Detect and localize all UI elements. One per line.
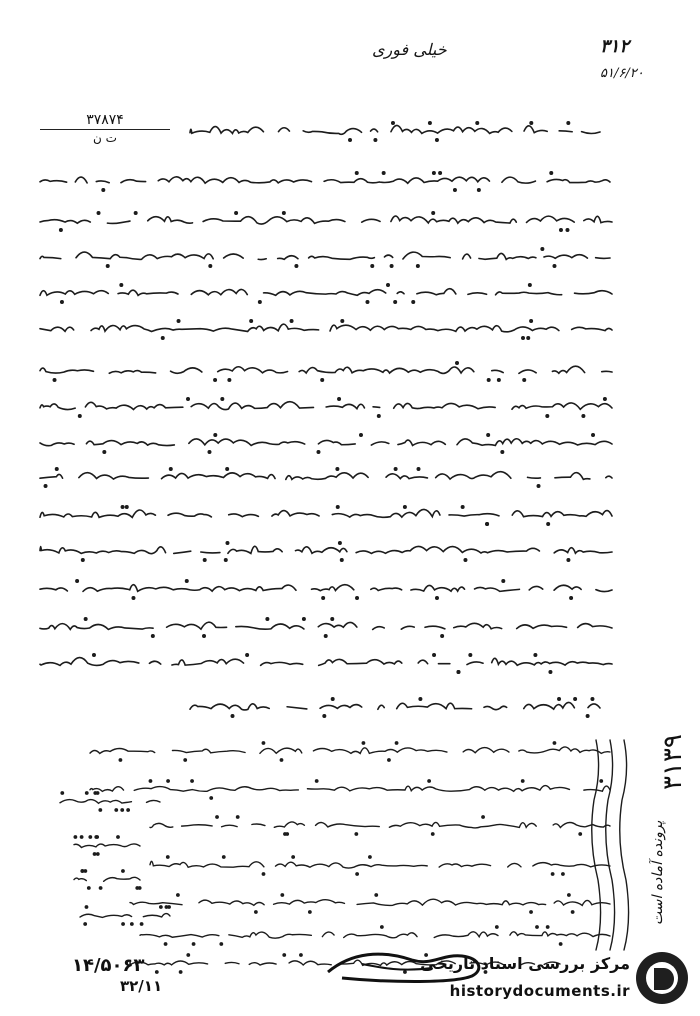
ink-dot — [156, 971, 158, 973]
urgency-title: خیلی فوری — [372, 40, 447, 59]
bottom-registry-number: ۱۴/۵۰۶۳ ۳۲/۱۱ — [72, 955, 163, 995]
ink-stroke — [80, 914, 170, 918]
ink-dot — [286, 833, 288, 835]
ink-stroke — [150, 861, 610, 868]
ink-dot — [96, 792, 98, 794]
ink-dot — [93, 853, 95, 855]
document-date: ۵۱/۶/۲۰ — [600, 66, 644, 81]
ink-dot — [84, 923, 86, 925]
ink-dot — [84, 870, 86, 872]
ink-stroke — [140, 932, 610, 938]
ink-stroke — [74, 877, 140, 881]
ink-dot — [262, 873, 264, 875]
ink-dot — [536, 926, 538, 928]
ink-dot — [177, 894, 179, 896]
ink-dot — [95, 836, 97, 838]
ink-dot — [553, 742, 555, 744]
watermark-site-text: historydocuments.ir — [449, 982, 630, 1000]
ink-dot — [482, 816, 484, 818]
archive-logo-icon — [636, 952, 688, 1004]
ink-dot — [149, 780, 151, 782]
document-number: ۳۱۲ — [600, 36, 630, 57]
ink-dot — [522, 780, 524, 782]
ink-dot — [164, 943, 166, 945]
ink-dot — [579, 833, 581, 835]
ink-dot — [85, 906, 87, 908]
ink-dot — [381, 926, 383, 928]
ink-stroke — [90, 786, 610, 792]
ink-dot — [237, 816, 239, 818]
ink-dot — [255, 911, 257, 913]
ink-dot — [61, 792, 63, 794]
ink-dot — [74, 836, 76, 838]
ink-dot — [571, 911, 573, 913]
ink-dot — [216, 816, 218, 818]
ink-dot — [292, 856, 294, 858]
ink-dot — [369, 856, 371, 858]
ink-dot — [187, 954, 189, 956]
ink-dot — [568, 894, 570, 896]
margin-note-stroke — [620, 740, 629, 950]
ink-dot — [309, 911, 311, 913]
ink-dot — [210, 797, 212, 799]
side-archive-number: ۳۱۳۹ — [658, 734, 688, 790]
ink-dot — [99, 887, 101, 889]
ink-dot — [167, 856, 169, 858]
ink-dot — [223, 856, 225, 858]
ink-dot — [115, 809, 117, 811]
side-handwritten-note: پرونده آماده است — [650, 820, 666, 925]
ink-dot — [375, 894, 377, 896]
ink-dot — [167, 780, 169, 782]
ink-dot — [121, 809, 123, 811]
ink-dot — [131, 923, 133, 925]
ink-dot — [122, 923, 124, 925]
ink-dot — [192, 943, 194, 945]
ink-dot — [600, 780, 602, 782]
ink-dot — [99, 809, 101, 811]
ink-dot — [179, 971, 181, 973]
ink-dot — [117, 836, 119, 838]
ink-dot — [88, 887, 90, 889]
ink-stroke — [150, 822, 610, 828]
ink-dot — [191, 780, 193, 782]
ink-stroke — [74, 844, 140, 848]
reference-numerator: ۳۷۸۷۴ — [40, 112, 170, 130]
ink-dot — [395, 742, 397, 744]
ink-stroke — [130, 899, 610, 905]
ink-dot — [97, 853, 99, 855]
ink-dot — [388, 759, 390, 761]
ink-dot — [127, 809, 129, 811]
ink-dot — [262, 742, 264, 744]
margin-note-stroke — [592, 740, 601, 950]
margin-note-stroke — [606, 740, 615, 950]
ink-dot — [562, 873, 564, 875]
ink-dot — [300, 954, 302, 956]
ink-dot — [280, 759, 282, 761]
ink-dot — [546, 926, 548, 928]
ink-dot — [140, 923, 142, 925]
ink-dot — [122, 870, 124, 872]
ink-dot — [551, 873, 553, 875]
ink-dot — [119, 759, 121, 761]
ink-dot — [86, 792, 88, 794]
ink-dot — [281, 894, 283, 896]
watermark-persian-text: مرکز بررسی اسناد تاریخی — [420, 954, 630, 973]
ink-dot — [530, 911, 532, 913]
ink-dot — [165, 906, 167, 908]
ink-dot — [356, 873, 358, 875]
ink-dot — [355, 833, 357, 835]
archive-watermark — [420, 952, 692, 1008]
ink-dot — [496, 926, 498, 928]
ink-dot — [138, 887, 140, 889]
ink-dot — [315, 780, 317, 782]
ink-dot — [89, 836, 91, 838]
ink-dot — [362, 742, 364, 744]
ink-stroke — [60, 800, 160, 804]
ink-dot — [220, 943, 222, 945]
ink-stroke — [90, 747, 610, 754]
ink-dot — [80, 836, 82, 838]
ink-dot — [428, 780, 430, 782]
reference-denominator: ت ن — [93, 131, 117, 145]
ink-dot — [160, 906, 162, 908]
ink-dot — [432, 833, 434, 835]
ink-dot — [559, 943, 561, 945]
ink-dot — [81, 870, 83, 872]
ink-dot — [283, 954, 285, 956]
ink-dot — [184, 759, 186, 761]
